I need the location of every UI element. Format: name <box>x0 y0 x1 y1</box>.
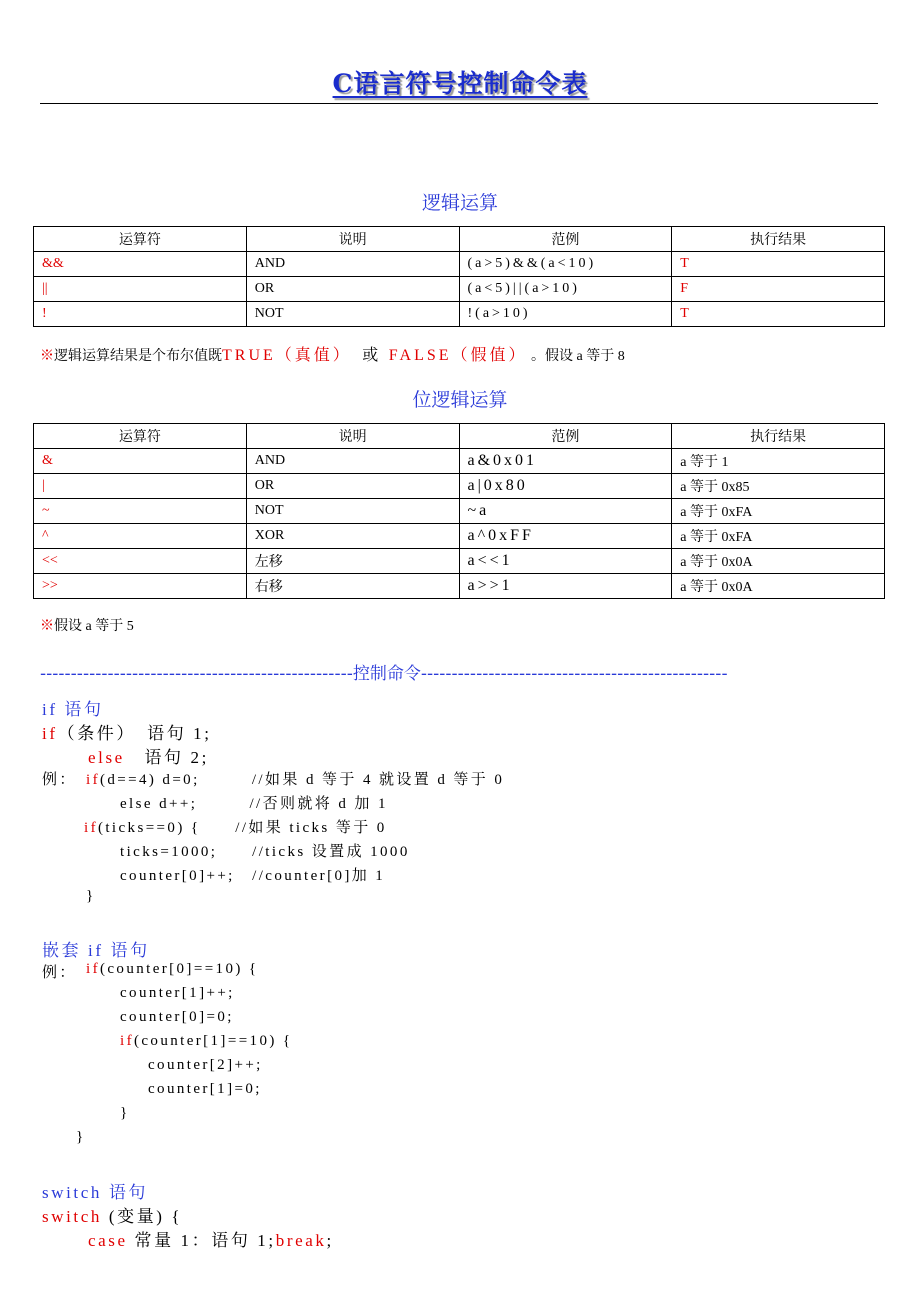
dashes-right: -------------------------------------------------- <box>420 664 728 684</box>
header-cell: 说明 <box>246 424 459 449</box>
keyword: case <box>88 1231 128 1250</box>
bitlogic-table <box>33 423 885 599</box>
keyword: switch <box>42 1183 102 1202</box>
title-divider <box>40 103 878 104</box>
code-text: (变量) { <box>101 1207 183 1226</box>
code-line <box>120 1033 293 1050</box>
description-cell: AND <box>246 252 459 277</box>
description-cell: XOR <box>246 524 459 549</box>
table-row <box>34 574 885 599</box>
dashes-left: --------------------------------------------------- <box>40 664 353 684</box>
keyword: if <box>84 820 98 836</box>
note-prefix: 逻辑运算结果是个布尔值既 <box>54 349 222 364</box>
keyword: if <box>42 724 58 743</box>
description-cell: 左移 <box>246 549 459 574</box>
code-line: counter[1]=0; <box>148 1081 262 1097</box>
header-cell: 执行结果 <box>672 424 885 449</box>
keyword: break <box>275 1231 327 1250</box>
operator-cell: && <box>34 252 247 277</box>
keyword: if <box>86 772 100 788</box>
table-header-row <box>34 424 885 449</box>
header-cell: 运算符 <box>34 424 247 449</box>
control-divider <box>40 659 880 684</box>
logic-heading: 逻辑运算 <box>421 192 498 214</box>
result-cell: a 等于 0x0A <box>672 549 885 574</box>
result-cell: T <box>672 302 885 327</box>
example-cell: a>>1 <box>459 574 672 599</box>
result-cell: a 等于 0xFA <box>672 524 885 549</box>
table-header-row <box>34 227 885 252</box>
code-text: 常量 1：语句 1; <box>127 1231 276 1250</box>
keyword: if <box>120 1033 134 1049</box>
code-line: else d++; //否则就将 d 加 1 <box>120 796 388 812</box>
result-cell: a 等于 0xFA <box>672 499 885 524</box>
code-line <box>84 816 387 837</box>
operator-cell: ! <box>34 302 247 327</box>
code-text: （条件） 语句 1; <box>57 724 212 743</box>
switch-section-title <box>42 1178 148 1203</box>
description-cell: NOT <box>246 499 459 524</box>
operator-cell: << <box>34 549 247 574</box>
table-row <box>34 277 885 302</box>
table-row <box>34 302 885 327</box>
description-cell: AND <box>246 449 459 474</box>
switch-syntax-line <box>42 1202 182 1227</box>
table-row <box>34 499 885 524</box>
logic-note <box>40 342 625 365</box>
table-row <box>34 449 885 474</box>
note-mark: ※ <box>40 349 54 364</box>
description-cell: OR <box>246 474 459 499</box>
code-text: 语句 2; <box>124 748 209 767</box>
code-text: (d==4) d=0; //如果 d 等于 4 就设置 d 等于 0 <box>99 772 505 788</box>
if-syntax-line <box>42 719 212 744</box>
header-cell: 范例 <box>459 227 672 252</box>
code-text: (counter[0]==10) { <box>99 961 259 977</box>
nested-if-title: 嵌套 if 语句 <box>42 941 150 960</box>
example-label: 例： <box>42 772 77 788</box>
if-section-title: if 语句 <box>42 700 104 719</box>
code-line: counter[0]=0; <box>120 1009 234 1025</box>
code-text: (ticks==0) { //如果 ticks 等于 0 <box>97 820 387 836</box>
keyword: if <box>86 961 100 977</box>
result-cell: a 等于 0x85 <box>672 474 885 499</box>
table-row <box>34 549 885 574</box>
header-cell: 运算符 <box>34 227 247 252</box>
note-text: 假设 a 等于 5 <box>54 619 134 634</box>
note-or: 或 <box>362 347 379 364</box>
keyword: switch <box>42 1207 102 1226</box>
code-line: counter[1]++; <box>120 985 235 1001</box>
operator-cell: >> <box>34 574 247 599</box>
example-cell: (a>5)&&(a<10) <box>459 252 672 277</box>
header-cell: 范例 <box>459 424 672 449</box>
description-cell: OR <box>246 277 459 302</box>
bitlogic-heading: 位逻辑运算 <box>412 389 508 411</box>
code-line <box>86 768 504 789</box>
header-cell: 说明 <box>246 227 459 252</box>
description-cell: NOT <box>246 302 459 327</box>
logic-table <box>33 226 885 327</box>
code-text: 语句 <box>101 1183 149 1202</box>
operator-cell: || <box>34 277 247 302</box>
code-line: } <box>76 1129 86 1145</box>
result-cell: T <box>672 252 885 277</box>
note-false: FALSE（假值） <box>388 347 528 364</box>
table-row <box>34 474 885 499</box>
example-cell: ~a <box>459 499 672 524</box>
example-cell: a^0xFF <box>459 524 672 549</box>
code-line <box>86 961 259 978</box>
code-line: counter[2]++; <box>148 1057 263 1073</box>
example-cell: !(a>10) <box>459 302 672 327</box>
table-row <box>34 252 885 277</box>
header-cell: 执行结果 <box>672 227 885 252</box>
else-syntax-line <box>88 743 209 768</box>
operator-cell: | <box>34 474 247 499</box>
code-line: counter[0]++; //counter[0]加 1 <box>120 868 386 884</box>
page-title: C语言符号控制命令表 <box>332 69 588 98</box>
case-syntax-line <box>88 1226 334 1251</box>
example-cell: a|0x80 <box>459 474 672 499</box>
code-line: } <box>120 1105 130 1121</box>
result-cell: F <box>672 277 885 302</box>
operator-cell: & <box>34 449 247 474</box>
control-heading: 控制命令 <box>352 664 421 684</box>
example-cell: a<<1 <box>459 549 672 574</box>
code-line: } <box>86 888 96 904</box>
description-cell: 右移 <box>246 574 459 599</box>
note-true: TRUE（真值） <box>222 347 352 364</box>
table-row <box>34 524 885 549</box>
code-text: ; <box>326 1231 334 1250</box>
code-text: (counter[1]==10) { <box>133 1033 293 1049</box>
result-cell: a 等于 1 <box>672 449 885 474</box>
example-cell: a&0x01 <box>459 449 672 474</box>
note-suffix: 。假设 a 等于 8 <box>531 349 625 364</box>
keyword: else <box>88 748 125 767</box>
note-mark: ※ <box>40 619 54 634</box>
result-cell: a 等于 0x0A <box>672 574 885 599</box>
code-line: ticks=1000; //ticks 设置成 1000 <box>120 844 410 860</box>
bitlogic-note <box>40 615 134 635</box>
operator-cell: ^ <box>34 524 247 549</box>
operator-cell: ~ <box>34 499 247 524</box>
example-label: 例： <box>42 965 77 981</box>
example-cell: (a<5)||(a>10) <box>459 277 672 302</box>
